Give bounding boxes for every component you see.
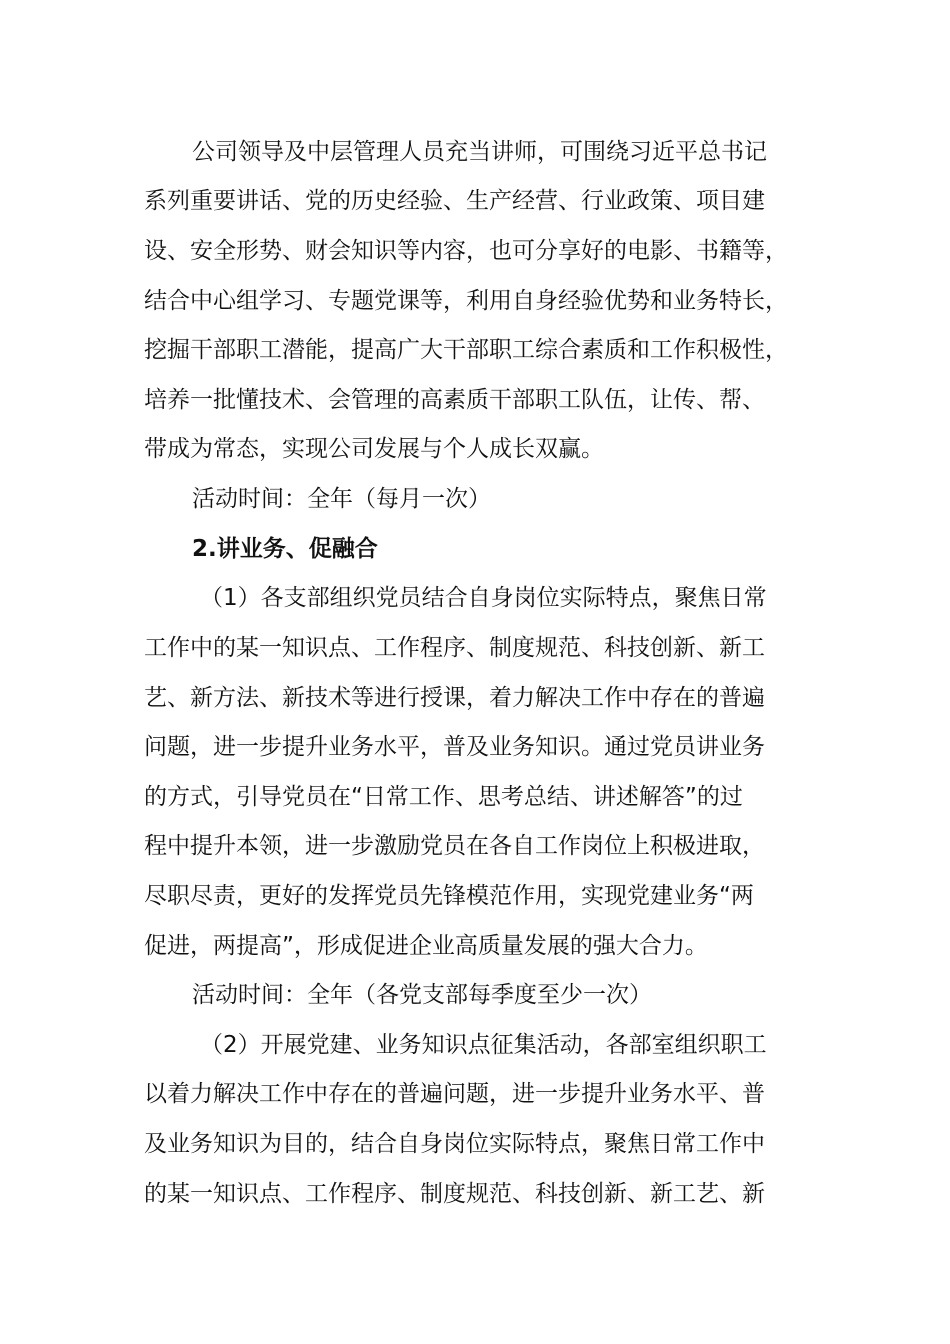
paragraph-line: 的方式，引导党员在“日常工作、思考总结、讲述解答”的过 (144, 784, 743, 810)
paragraph-line: 尽职尽责，更好的发挥党员先锋模范作用，实现党建业务“两 (144, 883, 754, 909)
paragraph-line: 设、安全形势、财会知识等内容，也可分享好的电影、书籍等， (144, 238, 788, 264)
paragraph-line: 及业务知识为目的，结合自身岗位实际特点，聚焦日常工作中 (144, 1131, 765, 1157)
paragraph-line: 系列重要讲话、党的历史经验、生产经营、行业政策、项目建 (144, 188, 765, 214)
paragraph-line: 促进，两提高”，形成促进企业高质量发展的强大合力。 (144, 933, 708, 959)
paragraph-line: 挖掘干部职工潜能，提高广大干部职工综合素质和工作积极性， (144, 337, 788, 363)
section-heading: 2.讲业务、促融合 (192, 536, 378, 562)
paragraph-line: 以着力解决工作中存在的普遍问题，进一步提升业务水平、普 (144, 1081, 765, 1107)
paragraph-line: 培养一批懂技术、会管理的高素质干部职工队伍，让传、帮、 (144, 387, 765, 413)
paragraph-line: （1）各支部组织党员结合自身岗位实际特点，聚焦日常 (200, 585, 767, 611)
paragraph-line: 结合中心组学习、专题党课等，利用自身经验优势和业务特长， (144, 288, 788, 314)
paragraph-line: 程中提升本领，进一步激励党员在各自工作岗位上积极进取， (144, 833, 765, 859)
paragraph-line: （2）开展党建、业务知识点征集活动，各部室组织职工 (200, 1032, 767, 1058)
paragraph-line: 公司领导及中层管理人员充当讲师，可围绕习近平总书记 (192, 139, 767, 165)
paragraph-line: 问题，进一步提升业务水平，普及业务知识。通过党员讲业务 (144, 734, 765, 760)
paragraph-line: 艺、新方法、新技术等进行授课，着力解决工作中存在的普遍 (144, 685, 765, 711)
activity-time-line: 活动时间：全年（各党支部每季度至少一次） (192, 982, 652, 1008)
paragraph-line: 工作中的某一知识点、工作程序、制度规范、科技创新、新工 (144, 635, 765, 661)
activity-time-line: 活动时间：全年（每月一次） (192, 486, 491, 512)
paragraph-line: 的某一知识点、工作程序、制度规范、科技创新、新工艺、新 (144, 1181, 765, 1207)
paragraph-line: 带成为常态，实现公司发展与个人成长双赢。 (144, 436, 604, 462)
